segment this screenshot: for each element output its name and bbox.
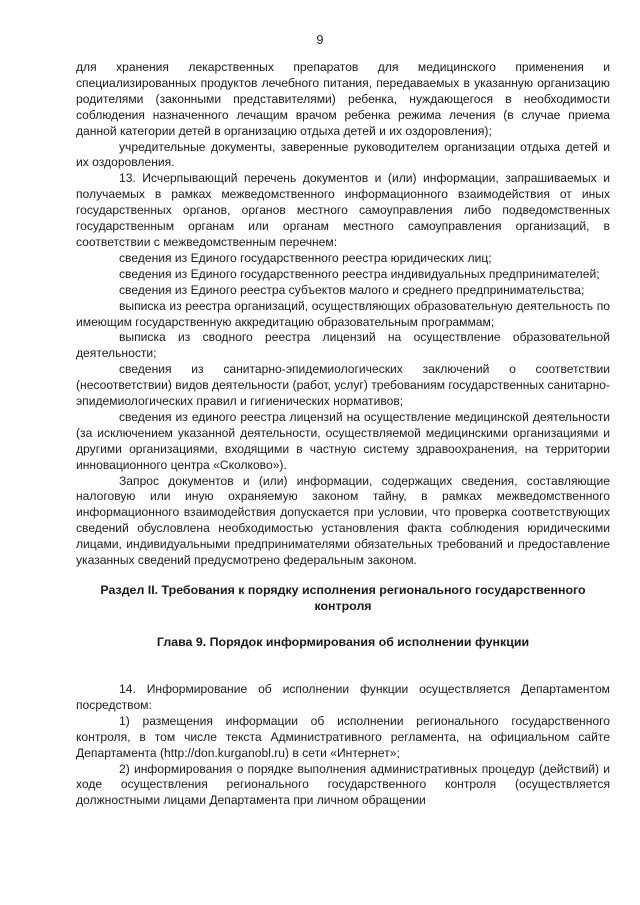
list-item-sme-register: сведения из Единого реестра субъектов малого и среднего предпринимательства; <box>119 282 585 297</box>
list-item-entrepreneurs-register: сведения из Единого государственного реестра индивидуальных предпринимателей; <box>119 266 600 281</box>
paragraph-continuation: для хранения лекарственных препаратов для медицинского применения и специализированных продуктов лечебного питания, передаваемых в указанную организацию родителями (законными представителями) ребенка, нуждающегося в необходимости соблюдения назначенного лечащим врачом ребенка режима лечения (в случае приема данной категории детей в организацию отдыха детей и их оздоровления); <box>76 60 610 138</box>
list-item-accreditation-register: выписка из реестра организаций, осуществляющих образовательную деятельность по имеющим государственную аккредитацию образовательным программам; <box>76 298 610 329</box>
document-body <box>76 60 610 809</box>
list-item-sanitary-conclusions: сведения из санитарно-эпидемиологических заключений о соответствии (несоответствии) видов деятельности (работ, услуг) требованиям государственных санитарно-эпидемиологических правил и гигиенических нормативов; <box>76 362 610 409</box>
list-item-medical-licenses: сведения из единого реестра лицензий на осуществление медицинской деятельности (за исключением указанной деятельности, осуществляемой медицинскими организациями и другими организациями, входящими в частную систему здравоохранения, на территории инновационного центра «Сколково»). <box>76 409 610 472</box>
page-number: 9 <box>316 33 324 47</box>
section-heading: Раздел II. Требования к порядку исполнения регионального государственного контроля <box>100 583 586 613</box>
paragraph-secret-info-request: Запрос документов и (или) информации, содержащих сведения, составляющие налоговую или иную охраняемую законом тайну, в рамках межведомственного информационного взаимодействия допускается при условии, что проверка соответствующих сведений обусловлена необходимостью установления факта соблюдения юридическими лицами, индивидуальными предпринимателями обязательных требований и предоставление указанных сведений предусмотрено федеральным законом. <box>76 473 610 568</box>
paragraph-item-14: 14. Информирование об исполнении функции осуществляется Департаментом посредством: <box>76 682 610 712</box>
list-item-website-info: 1) размещения информации об исполнении регионального государственного контроля, в том числе текста Административного регламента, на официальном сайте Департамента (http://don.kurganobl.ru) в сети «Интернет»; <box>76 713 610 760</box>
paragraph-item-13: 13. Исчерпывающий перечень документов и (или) информации, запрашиваемых и получаемых в рамках межведомственного информационного взаимодействия от иных государственных органов, органов местного самоуправления либо подведомственных государственным органам или органам местного самоуправления организаций, в соответствии с межведомственным перечнем: <box>76 171 610 249</box>
list-item-legal-entities-register: сведения из Единого государственного реестра юридических лиц; <box>119 250 492 265</box>
chapter-heading: Глава 9. Порядок информирования об исполнении функции <box>156 635 530 649</box>
paragraph-charter-documents: учредительные документы, заверенные руководителем организации отдыха детей и их оздоровления. <box>76 139 610 170</box>
spacer <box>76 650 610 682</box>
list-item-personal-info: 2) информирования о порядке выполнения административных процедур (действий) и ходе осуществления регионального государственного контроля (осуществляется должностными лицами Департамента при личном обращении <box>76 761 610 808</box>
list-item-licenses-register: выписка из сводного реестра лицензий на осуществление образовательной деятельности; <box>76 330 610 361</box>
